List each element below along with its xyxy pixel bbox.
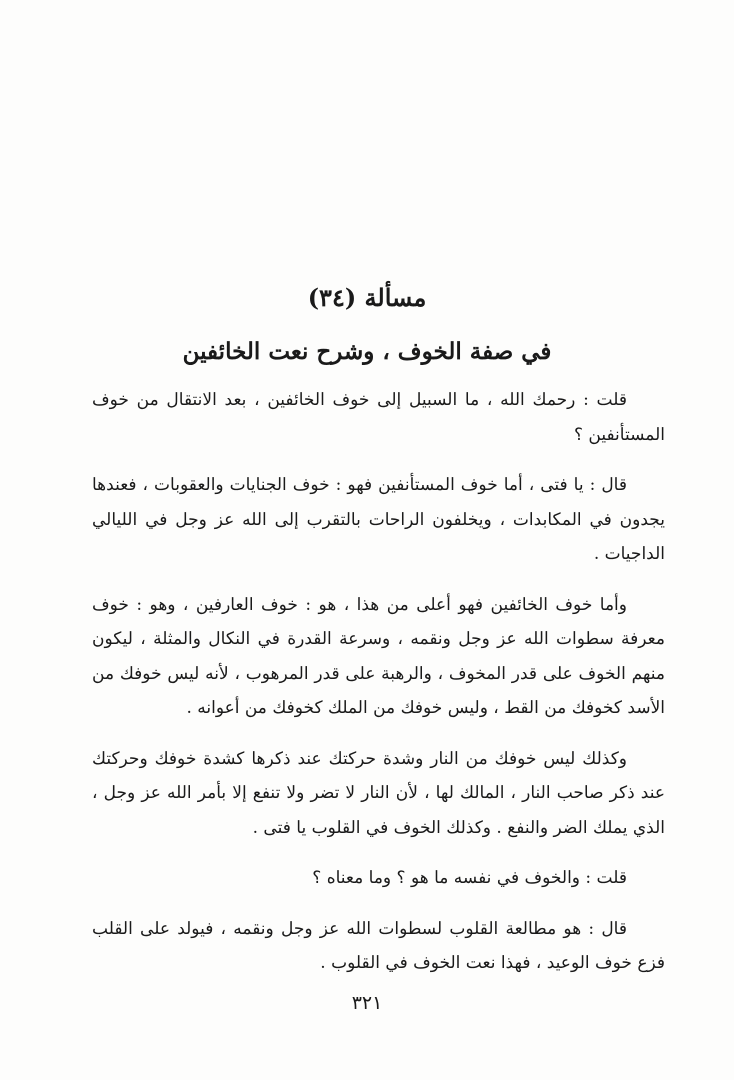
paragraph-answer-3: وكذلك ليس خوفك من النار وشدة حركتك عند ذكرها كشدة خوفك وحركتك عند ذكر صاحب النار ، المالك لها ، لأن النار لا تضر ولا تنفع إلا بأمر الله عز وجل ، الذي يملك الضر والنفع . وكذلك الخوف في القلوب يا فتى . (92, 748, 665, 838)
section-subtitle: في صفة الخوف ، وشرح نعت الخائفين (182, 338, 552, 365)
section-title: مسألة (٣٤) (307, 283, 427, 312)
paragraph-answer-4: قال : هو مطالعة القلوب لسطوات الله عز وجل ونقمه ، فيولد على القلب فزع خوف الوعيد ، فهذا نعت الخوف في القلوب . (92, 918, 665, 973)
paragraph-answer-2: وأما خوف الخائفين فهو أعلى من هذا ، هو : خوف العارفين ، وهو : خوف معرفة سطوات الله عز وجل ونقمه ، وسرعة القدرة في النكال والمثلة ، ليكون منهم الخوف على قدر المخوف ، والرهبة على قدر المرهوب ، لأنه ليس خوفك من الأسد كخوفك من القط ، وليس خوفك من الملك كخوفك من أعوانه . (92, 594, 665, 718)
paragraph-question-1: قلت : رحمك الله ، ما السبيل إلى خوف الخائفين ، بعد الانتقال من خوف المستأنفين ؟ (92, 390, 665, 445)
body-text (92, 383, 665, 997)
paragraph-answer-1: قال : يا فتى ، أما خوف المستأنفين فهو : خوف الجنايات والعقوبات ، فعندها يجدون في المكابدات ، ويخلفون الراحات بالتقرب إلى الله عز وجل في الليالي الداجيات . (92, 475, 665, 564)
page-number: ٣٢١ (351, 992, 383, 1014)
paragraph-question-2: قلت : والخوف في نفسه ما هو ؟ وما معناه ؟ (312, 868, 627, 888)
